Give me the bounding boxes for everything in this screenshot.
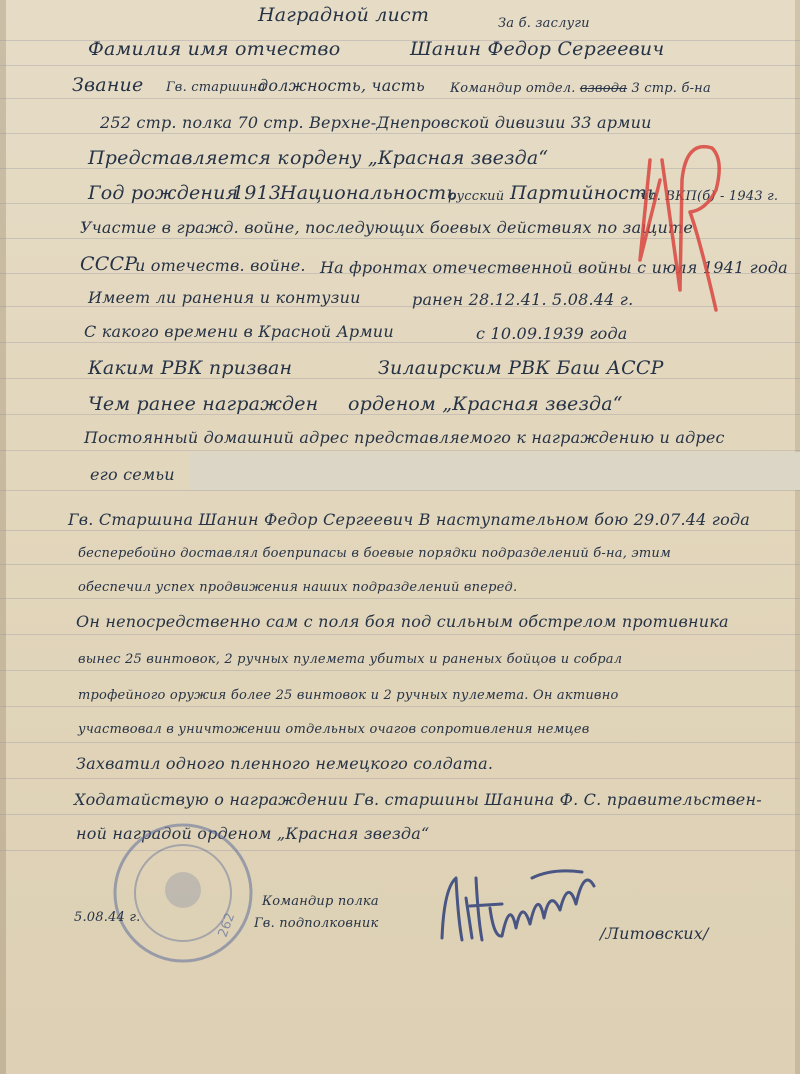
ruled-line — [0, 530, 800, 531]
ruled-line — [0, 490, 800, 491]
birth-label: Год рождения — [88, 182, 239, 204]
red-pencil-mark-icon — [620, 120, 730, 320]
paper-edge-right — [795, 0, 800, 1074]
feat-line: Захватил одного пленного немецкого солдата. — [76, 754, 494, 773]
position-label: должность, часть — [258, 76, 425, 95]
address-label: Постоянный домашний адрес представляемого к награждению и адрес — [84, 428, 725, 447]
regiment-line: 252 стр. полка 70 стр. Верхне-Днепровской дивизии 33 армии — [100, 113, 652, 132]
fio-label: Фамилия имя отчество — [88, 38, 341, 60]
commander-signature-text — [452, 895, 519, 908]
award-label: Представляется к — [88, 147, 289, 169]
patriotic-war-value: На фронтах отечественной войны с июля 1941 года — [320, 258, 788, 277]
fio-value: Шанин Федор Сергеевич — [410, 38, 665, 60]
position-value: Командир отдел. взвода 3 стр. б-на — [450, 81, 711, 96]
party-value: чл. ВКП(б) - 1943 г. — [640, 189, 779, 204]
ruled-line — [0, 814, 800, 815]
birth-value: 1913 — [232, 182, 282, 204]
commander-title: Командир полка — [262, 894, 379, 909]
commander-name: /Литовских/ — [600, 924, 709, 943]
rank-value: Гв. старшина — [166, 80, 266, 95]
wounds-label: Имеет ли ранения и контузии — [88, 288, 361, 307]
rvk-label: Каким РВК призван — [88, 357, 293, 379]
sheet-title: Наградной лист — [258, 4, 430, 26]
ruled-line — [0, 670, 800, 671]
feat-note: За б. заслуги — [498, 16, 590, 31]
prev-award-value: орденом „Красная звезда“ — [348, 393, 623, 415]
feat-line: Гв. Старшина Шанин Федор Сергеевич В наступательном бою 29.07.44 года — [68, 510, 750, 529]
sign-date: 5.08.44 г. — [74, 910, 141, 925]
nationality-label: Национальность — [280, 182, 457, 204]
wounds-value: ранен 28.12.41. 5.08.44 г. — [412, 290, 634, 309]
feat-line: обеспечил успех продвижения наших подразделений вперед. — [78, 580, 518, 595]
party-label: Партийность — [510, 182, 658, 204]
regiment-stamp-icon — [108, 818, 258, 968]
ruled-line — [0, 98, 800, 99]
feat-line: трофейного оружия более 25 винтовок и 2 ручных пулемета. Он активно — [78, 688, 619, 703]
feat-line: бесперебойно доставлял боеприпасы в боевые порядки подразделений б-на, этим — [78, 546, 671, 561]
ruled-line — [0, 706, 800, 707]
ruled-line — [0, 598, 800, 599]
feat-line: участвовал в уничтожении отдельных очагов сопротивления немцев — [78, 722, 590, 737]
address-redaction-block — [190, 452, 800, 490]
civil-war-label: Участие в гражд. войне, последующих боевых действиях по защите — [80, 218, 694, 237]
award-value: ордену „Красная звезда“ — [290, 147, 549, 169]
ruled-line — [0, 634, 800, 635]
ruled-line — [0, 450, 800, 451]
paper-edge-left — [0, 0, 6, 1074]
nationality-value: русский — [448, 189, 505, 204]
ussr-label: СССР — [80, 253, 138, 275]
ruled-line — [0, 778, 800, 779]
patriotic-war-label: и отечеств. войне. — [135, 256, 306, 275]
stamp-number: 262 — [215, 910, 239, 940]
commander-signature-icon — [432, 858, 612, 958]
ruled-line — [0, 65, 800, 66]
ruled-line — [0, 742, 800, 743]
feat-line: Ходатайствую о награждении Гв. старшины Шанина Ф. С. правительствен- — [74, 790, 762, 809]
prev-award-label: Чем ранее награжден — [88, 393, 319, 415]
commander-rank: Гв. подполковник — [254, 916, 379, 931]
family-label: его семьи — [90, 465, 175, 484]
rank-label: Звание — [72, 74, 144, 96]
rvk-value: Зилаирским РВК Баш АССР — [378, 357, 664, 379]
feat-line: ной наградой орденом „Красная звезда“ — [76, 824, 430, 843]
feat-line: вынес 25 винтовок, 2 ручных пулемета убитых и раненых бойцов и собрал — [78, 652, 623, 667]
army-since-label: С какого времени в Красной Армии — [84, 322, 394, 341]
ruled-line — [0, 342, 800, 343]
feat-line: Он непосредственно сам с поля боя под сильным обстрелом противника — [76, 612, 729, 631]
army-since-value: с 10.09.1939 года — [476, 324, 628, 343]
ruled-line — [0, 564, 800, 565]
